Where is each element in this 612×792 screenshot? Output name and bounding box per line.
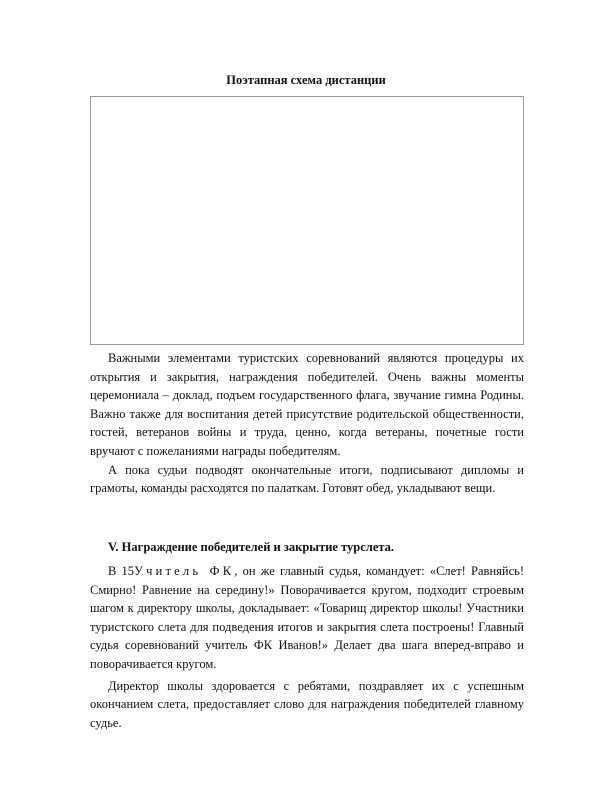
page-title: Поэтапная схема дистанции [226,73,386,87]
paragraph-judge-command-start: В 15 [108,564,135,578]
body-text-top [90,349,524,498]
paragraph-director: Директор школы здоровается с ребятами, поздравляет их с успешным окончанием слета, предоставляет слово для награждения победителей главному судье. [90,678,524,730]
body-text-section [90,562,524,732]
diagram-placeholder-frame [90,96,524,345]
paragraph-judge-command-rest: , он же главный судья, командует: «Слет! Равняйсь! Смирно! Равнение на середину!» Поворачивается кругом, подходит строевым шагом к директору школы, докладывает: «Товарищ директор школы! Участники туристского слета для подведения итогов и закрытия слета построены! Главный судья соревнований учитель ФК Иванов!» Делает два шага вперед-вправо и поворачивается кругом. [90,564,524,671]
paragraph-judges: А пока судьи подводят окончательные итоги, подписывают дипломы и грамоты, команды расходятся по палаткам. Готовят обед, укладывают вещи. [90,462,524,496]
section-heading: V. Награждение победителей и закрытие турслета. [108,540,395,554]
paragraph-judge-command-spaced: Учитель ФК [134,564,235,578]
paragraph-ceremony: Важными элементами туристских соревнований являются процедуры их открытия и закрытия, награждения победителей. Очень важны моменты церемониала – доклад, подъем государственного флага, звучание гимна Родины. Важно также для воспитания детей присутствие родительской общественности, гостей, ветеранов войны и труда, ценно, когда ветераны, почетные гости вручают с пожеланиями награды победителям. [90,351,524,458]
paragraph-judge-command [90,562,524,674]
